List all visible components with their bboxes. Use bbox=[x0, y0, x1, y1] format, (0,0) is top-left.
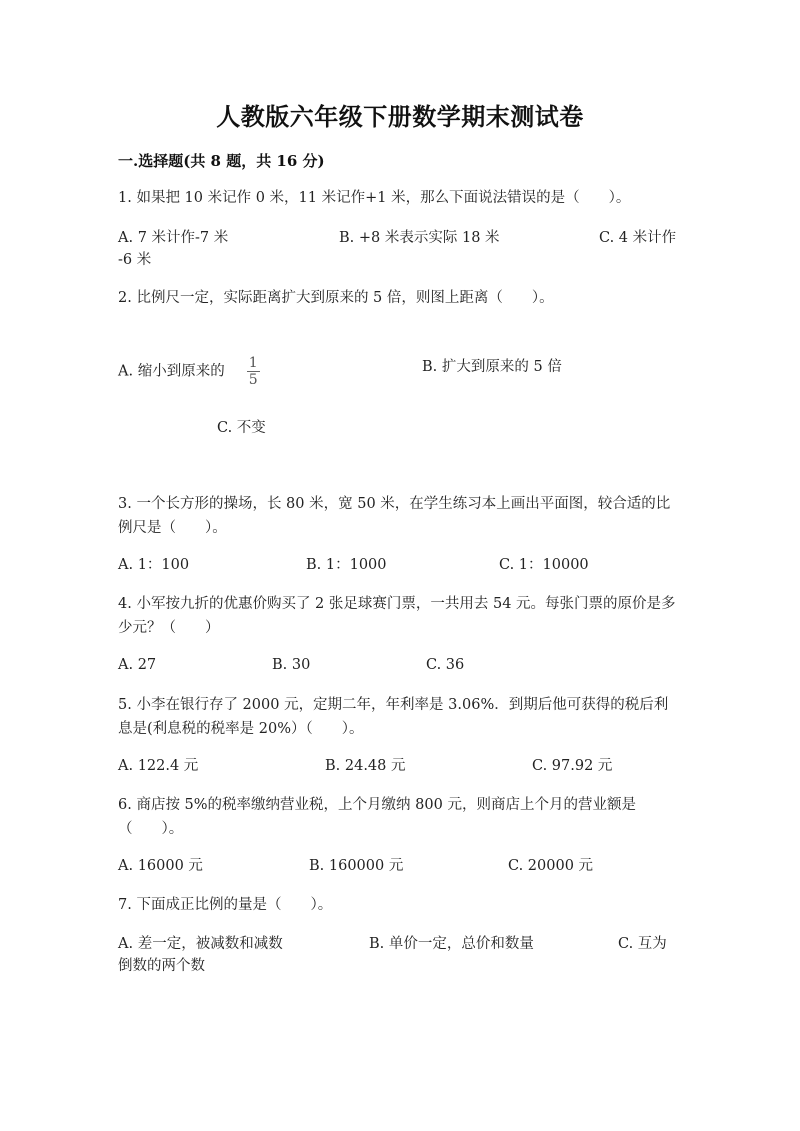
option-c: C. 20000 元 bbox=[508, 858, 594, 874]
option-b: B. 扩大到原来的 5 倍 bbox=[422, 359, 562, 375]
option-b: B. 30 bbox=[272, 657, 311, 673]
option-a: A. 1：100 bbox=[118, 557, 190, 573]
section-heading: 一.选择题(共 8 题，共 16 分) bbox=[118, 152, 325, 170]
question-5-options bbox=[118, 754, 682, 778]
option-a: A. 27 bbox=[118, 657, 157, 673]
option-b: B. 160000 元 bbox=[309, 858, 404, 874]
option-b: B. +8 米表示实际 18 米 bbox=[339, 230, 500, 246]
question-4-stem: 4. 小军按九折的优惠价购买了 2 张足球赛门票，一共用去 54 元。每张门票的原价是多少元？（ ） bbox=[118, 596, 676, 636]
option-c: C. 互为 bbox=[618, 936, 667, 952]
option-c: C. 97.92 元 bbox=[532, 758, 613, 774]
option-b: B. 24.48 元 bbox=[325, 758, 406, 774]
question-6-options bbox=[118, 854, 682, 878]
option-c-continued: -6 米 bbox=[118, 252, 152, 268]
option-c: C. 36 bbox=[426, 657, 465, 673]
fraction-one-fifth bbox=[247, 355, 260, 388]
option-a: A. 122.4 元 bbox=[118, 758, 199, 774]
question-1-options bbox=[118, 226, 682, 274]
question-5-stem: 5. 小李在银行存了 2000 元，定期二年，年利率是 3.06%．到期后他可获得的税后利息是(利息税的税率是 20%）（ ）。 bbox=[118, 697, 669, 737]
option-b: B. 单价一定，总价和数量 bbox=[369, 936, 534, 952]
option-c: C. 1：10000 bbox=[499, 557, 589, 573]
question-1-stem: 1. 如果把 10 米记作 0 米，11 米记作+1 米，那么下面说法错误的是（ ）。 bbox=[118, 190, 631, 206]
question-2-options bbox=[118, 352, 682, 392]
question-7-stem: 7. 下面成正比例的量是（ ）。 bbox=[118, 897, 333, 913]
option-a: A. 差一定，被减数和减数 bbox=[118, 936, 283, 952]
option-c-continued: 倒数的两个数 bbox=[118, 958, 205, 974]
question-3-options bbox=[118, 553, 682, 577]
question-4-options bbox=[118, 653, 682, 677]
question-2-stem: 2. 比例尺一定，实际距离扩大到原来的 5 倍，则图上距离（ ）。 bbox=[118, 290, 554, 306]
fraction-denominator: 5 bbox=[248, 372, 258, 388]
option-c: C. 4 米计作 bbox=[599, 230, 677, 246]
question-2-options-row2 bbox=[118, 416, 682, 440]
question-6-stem: 6. 商店按 5%的税率缴纳营业税，上个月缴纳 800 元，则商店上个月的营业额是（ ）。 bbox=[118, 797, 636, 837]
question-3-stem: 3. 一个长方形的操场，长 80 米，宽 50 米，在学生练习本上画出平面图，较合适的比例尺是（ ）。 bbox=[118, 496, 671, 536]
page-title: 人教版六年级下册数学期末测试卷 bbox=[216, 102, 584, 131]
question-7-options bbox=[118, 932, 682, 980]
option-c: C. 不变 bbox=[217, 420, 266, 436]
option-a-label: A. 缩小到原来的 bbox=[118, 363, 225, 380]
option-a bbox=[118, 355, 260, 388]
fraction-numerator: 1 bbox=[248, 355, 258, 371]
option-a: A. 16000 元 bbox=[118, 858, 203, 874]
option-a: A. 7 米计作-7 米 bbox=[118, 230, 229, 246]
option-b: B. 1：1000 bbox=[306, 557, 387, 573]
